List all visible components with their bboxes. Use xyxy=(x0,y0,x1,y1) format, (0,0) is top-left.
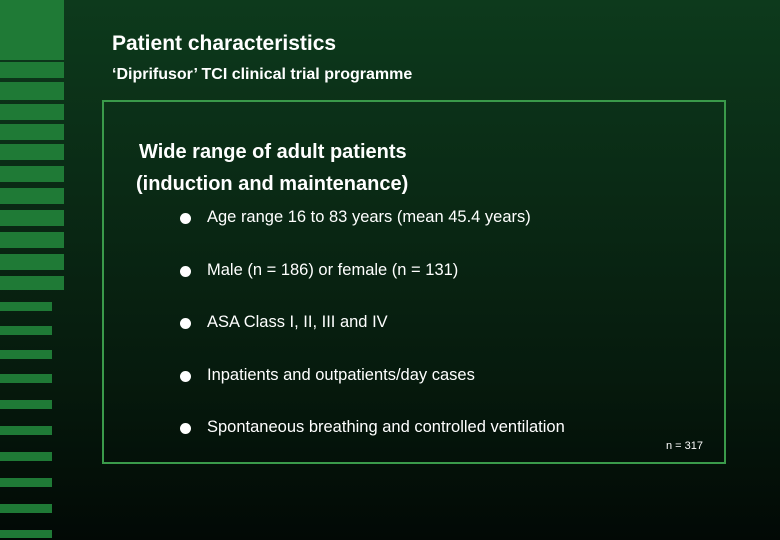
bullet-item xyxy=(180,208,565,261)
bullet-text: Spontaneous breathing and controlled ventilation xyxy=(207,418,565,436)
bullet-text: Inpatients and outpatients/day cases xyxy=(207,365,475,384)
slide-title: Patient characteristics xyxy=(112,32,337,55)
bullet-list xyxy=(180,208,565,471)
bullet-item xyxy=(180,261,565,314)
bullet-icon xyxy=(180,423,191,434)
panel-heading xyxy=(136,136,536,200)
bullet-item xyxy=(180,313,565,366)
bullet-icon xyxy=(180,266,191,277)
bullet-text: ASA Class I, II, III and IV xyxy=(207,313,388,331)
sample-size-note: n = 317 xyxy=(666,440,704,452)
bullet-icon xyxy=(180,371,191,382)
panel-heading-line-1: Wide range of adult patients xyxy=(139,141,407,163)
bullet-text: Male (n = 186) or female (n = 131) xyxy=(207,260,459,279)
slide-subtitle: ‘Diprifusor’ TCI clinical trial programme xyxy=(112,66,413,83)
bullet-icon xyxy=(180,318,191,329)
bullet-icon xyxy=(180,213,191,224)
bullet-item xyxy=(180,418,565,471)
bullet-text: Age range 16 to 83 years (mean 45.4 years) xyxy=(207,208,531,226)
bullet-item xyxy=(180,366,565,419)
decorative-stripe xyxy=(0,0,64,540)
panel-heading-line-2: (induction and maintenance) xyxy=(136,173,409,195)
